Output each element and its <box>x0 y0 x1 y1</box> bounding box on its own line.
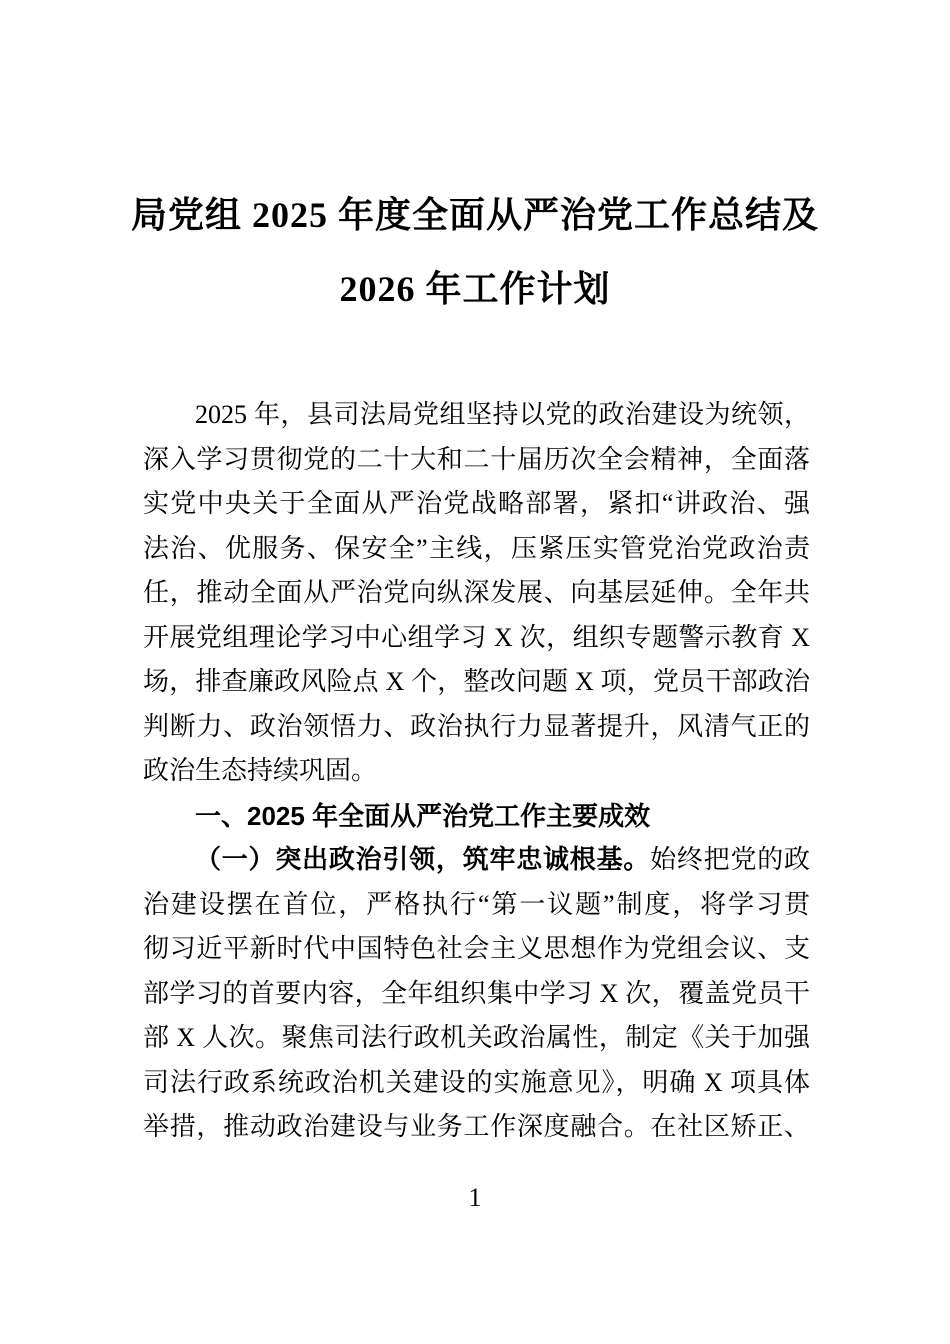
section-heading: 一、2025 年全面从严治党工作主要成效 <box>195 800 651 831</box>
body-line: 司法行政系统政治机关建设的实施意见》，明确 X 项具体 <box>143 1067 810 1097</box>
body-line: 深入学习贯彻党的二十大和二十届历次全会精神，全面落 <box>143 444 810 474</box>
body-line: 场，排查廉政风险点 X 个，整改问题 X 项，党员干部政治 <box>143 667 810 696</box>
body-line: 部 X 人次。聚焦司法行政机关政治属性，制定《关于加强 <box>143 1023 810 1052</box>
body-line: 2025 年，县司法局党组坚持以党的政治建设为统领， <box>195 400 810 429</box>
document-title-line-2: 2026 年工作计划 <box>339 269 611 309</box>
body-line: 举措，推动政治建设与业务工作深度融合。在社区矫正、 <box>143 1112 810 1141</box>
page-number: 1 <box>468 1183 482 1212</box>
body-line: 判断力、政治领悟力、政治执行力显著提升，风清气正的 <box>143 711 810 741</box>
body-line: 部学习的首要内容，全年组织集中学习 X 次，覆盖党员干 <box>143 978 810 1008</box>
body-line: 任，推动全面从严治党向纵深发展、向基层延伸。全年共 <box>143 578 810 607</box>
body-line: 法治、优服务、保安全”主线，压紧压实管党治党政治责 <box>143 533 810 563</box>
document-title <box>0 178 950 326</box>
body-line: 治建设摆在首位，严格执行“第一议题”制度，将学习贯 <box>143 889 810 919</box>
body-line: 彻习近平新时代中国特色社会主义思想作为党组会议、支 <box>143 934 810 963</box>
subsection-lead-bold: （一）突出政治引领，筑牢忠诚根基。 <box>195 845 651 874</box>
body-line <box>143 838 810 883</box>
body-line: 政治生态持续巩固。 <box>143 756 378 785</box>
body-text: 始终把党的政 <box>650 845 810 874</box>
document-body <box>143 393 810 1150</box>
document-title-line-1: 局党组 2025 年度全面从严治党工作总结及 <box>130 195 819 235</box>
body-line: 实党中央关于全面从严治党战略部署，紧扣“讲政治、强 <box>143 489 810 518</box>
body-line: 开展党组理论学习中心组学习 X 次，组织专题警示教育 X <box>143 622 810 652</box>
